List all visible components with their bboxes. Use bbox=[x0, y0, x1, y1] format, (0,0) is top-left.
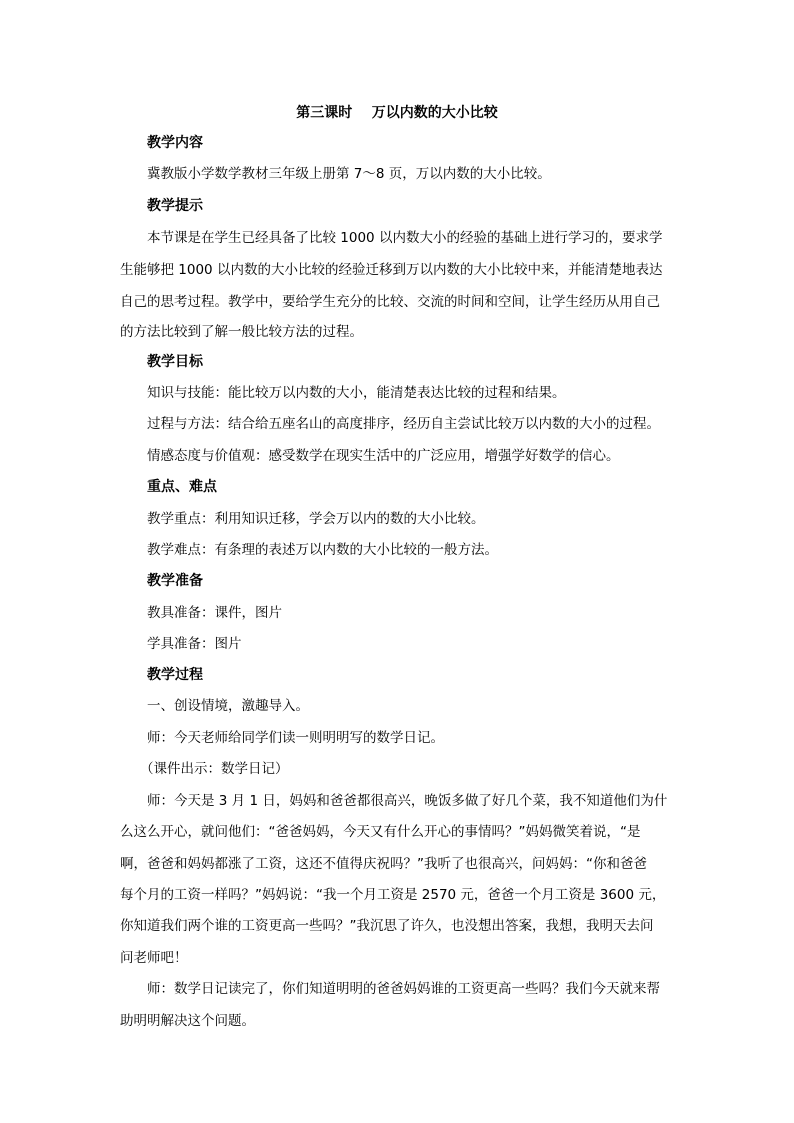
heading-key-points: 重点、难点 bbox=[147, 479, 217, 495]
process-line: 助明明解决这个问题。 bbox=[120, 1013, 255, 1029]
process-line: 么这么开心，就问他们：“爸爸妈妈，今天又有什么开心的事情吗？”妈妈微笑着说，“是 bbox=[120, 824, 641, 840]
tips-line: 本节课是在学生已经具备了比较 1000 以内数大小的经验的基础上进行学习的，要求学 bbox=[147, 230, 663, 246]
goals-line: 情感态度与价值观：感受数学在现实生活中的广泛应用，增强学好数学的信心。 bbox=[147, 448, 620, 464]
process-line: 啊，爸爸和妈妈都涨了工资，这还不值得庆祝吗？”我听了也很高兴，问妈妈：“你和爸爸 bbox=[120, 856, 647, 872]
process-line: 师：今天老师给同学们读一则明明写的数学日记。 bbox=[147, 730, 444, 746]
goals-line: 知识与技能：能比较万以内数的大小，能清楚表达比较的过程和结果。 bbox=[147, 385, 566, 401]
key-line: 教学难点：有条理的表述万以内数的大小比较的一般方法。 bbox=[147, 542, 498, 558]
tips-line: 生能够把 1000 以内数的大小比较的经验迁移到万以内数的大小比较中来，并能清楚地表达 bbox=[120, 262, 663, 278]
content-text: 冀教版小学数学教材三年级上册第 7～8 页，万以内数的大小比较。 bbox=[147, 166, 551, 182]
heading-teaching-goals: 教学目标 bbox=[147, 354, 203, 370]
page-title: 第三课时 万以内数的大小比较 bbox=[296, 105, 498, 121]
process-line: 一、创设情境，激趣导入。 bbox=[147, 698, 309, 714]
tips-line: 自己的思考过程。教学中，要给学生充分的比较、交流的时间和空间，让学生经历从用自己 bbox=[120, 294, 660, 310]
tips-line: 的方法比较到了解一般比较方法的过程。 bbox=[120, 324, 363, 340]
process-line: 问老师吧！ bbox=[120, 950, 188, 966]
heading-teaching-tips: 教学提示 bbox=[147, 198, 203, 214]
heading-teaching-process: 教学过程 bbox=[147, 667, 203, 683]
key-line: 教学重点：利用知识迁移，学会万以内的数的大小比较。 bbox=[147, 511, 485, 527]
process-line: （课件出示：数学日记） bbox=[140, 761, 289, 777]
goals-line: 过程与方法：结合给五座名山的高度排序，经历自主尝试比较万以内数的大小的过程。 bbox=[147, 416, 660, 432]
heading-teaching-content: 教学内容 bbox=[147, 135, 203, 151]
process-line: 师：数学日记读完了，你们知道明明的爸爸妈妈谁的工资更高一些吗？我们今天就来帮 bbox=[147, 981, 660, 997]
process-line: 师：今天是 3 月 1 日，妈妈和爸爸都很高兴，晚饭多做了好几个菜，我不知道他们为什 bbox=[147, 793, 668, 809]
process-line: 你知道我们两个谁的工资更高一些吗？”我沉思了许久，也没想出答案，我想，我明天去问 bbox=[120, 918, 654, 934]
prep-line: 教具准备：课件，图片 bbox=[147, 605, 282, 621]
prep-line: 学具准备：图片 bbox=[147, 636, 242, 652]
heading-teaching-prep: 教学准备 bbox=[147, 573, 203, 589]
process-line: 每个月的工资一样吗？”妈妈说：“我一个月工资是 2570 元，爸爸一个月工资是 3600 元， bbox=[120, 887, 666, 903]
